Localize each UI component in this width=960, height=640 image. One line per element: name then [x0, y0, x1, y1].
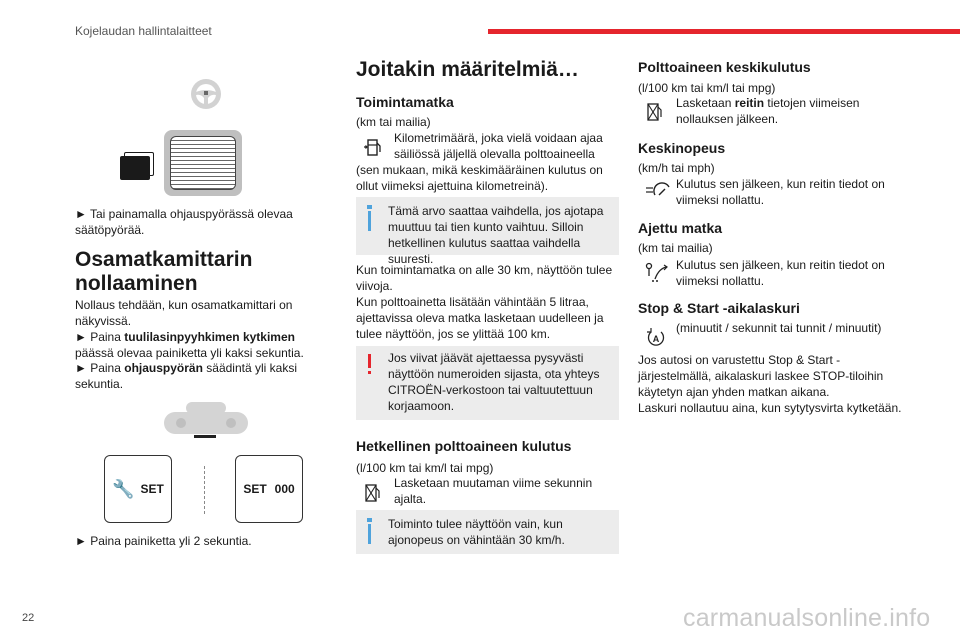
thumbwheel-illustration [118, 130, 244, 196]
stopstart-paragraph: Jos autosi on varustettu Stop & Start -järjestelmällä, aikalaskuri laskee STOP-tiloihin käytetyn ajan yhden matkan aikana. Laskuri nollautuu aina, kun sytytysvirta kytketään. [638, 353, 902, 415]
set-000-label: SET [243, 482, 267, 496]
info-icon [367, 205, 372, 209]
set-000-button [235, 455, 303, 523]
steering-control-panel-icon [164, 402, 248, 440]
speed-gauge-icon [645, 181, 671, 199]
reset-step-button: ► Paina painiketta yli 2 sekuntia. [75, 534, 252, 548]
fuel-range-icon [363, 137, 383, 157]
warning-icon [368, 354, 371, 368]
instant-consumption-title: Hetkellinen polttoaineen kulutus [356, 438, 572, 454]
display-screen-icon [120, 156, 150, 180]
avg-consumption-unit: (l/100 km tai km/l tai mpg) [638, 81, 776, 95]
section-heading-reset: Osamatkamittarin nollaaminen [75, 248, 253, 295]
distance-unit: (km tai mailia) [638, 241, 713, 255]
reset-step-wheel: ► Paina ohjauspyörän säädintä yli kaksi sekuntia. [75, 361, 297, 391]
reset-step-wiper: ► Paina tuulilasinpyyhkimen kytkimen päässä olevaa painiketta yli kaksi sekuntia. [75, 330, 304, 360]
running-header: Kojelaudan hallintalaitteet [75, 24, 212, 38]
avg-fuel-icon [646, 102, 664, 122]
set-000-value: 000 [274, 482, 295, 496]
distance-desc: Kulutus sen jälkeen, kun reitin tiedot on viimeksi nollattu. [676, 258, 885, 288]
range-desc-a: Kilometrimäärä, joka vielä voidaan ajaa säiliössä jäljellä olevalla polttoaineella [394, 131, 603, 161]
info-note-range: Tämä arvo saattaa vaihdella, jos ajotapa muuttuu tai tien kunto vaihtuu. Silloin hetkellinen kulutus saattaa vaihdella suuresti. [356, 197, 619, 255]
reset-intro: Nollaus tehdään, kun osamatkamittari on näkyvissä. [75, 298, 293, 328]
warning-note-range: Jos viivat jäävät ajettaessa pysyvästi näyttöön numeroiden sijasta, ota yhteys CITROËN-verkostoon tai valtuutettuun korjaamoon. [356, 346, 619, 420]
stopstart-title: Stop & Start -aikalaskuri [638, 300, 800, 316]
avg-consumption-desc: Lasketaan reitin tietojen viimeisen nollauksen jälkeen. [676, 96, 860, 126]
wheel-instruction: ► Tai painamalla ohjauspyörässä olevaa säätöpyörää. [75, 207, 293, 237]
range-desc-b: (sen mukaan, mikä keskimääräinen kulutus on ollut viimeksi ajettuina kilometreinä). [356, 163, 603, 193]
avg-speed-unit: (km/h tai mph) [638, 161, 715, 175]
avg-consumption-title: Polttoaineen keskikulutus [638, 59, 811, 75]
stop-start-icon [646, 326, 666, 348]
set-label: SET [140, 482, 164, 496]
range-title: Toimintamatka [356, 94, 454, 110]
info-icon [367, 518, 372, 522]
range-unit: (km tai mailia) [356, 115, 431, 129]
stopstart-unit: (minuutit / sekunnit tai tunnit / minuutit) [676, 321, 882, 335]
watermark: carmanualsonline.info [683, 604, 931, 632]
avg-speed-title: Keskinopeus [638, 140, 726, 156]
button-divider [204, 466, 205, 514]
thumbwheel-icon [164, 130, 242, 196]
set-button [104, 455, 172, 523]
instant-consumption-unit: (l/100 km tai km/l tai mpg) [356, 461, 494, 475]
range-paragraph: Kun toimintamatka on alle 30 km, näyttöön tulee viivoja. Kun polttoainetta lisätään vähintään 5 litraa, ajettavissa oleva matka lasketaan uudelleen ja tulee näyttöön, jos se ylittää 100 km. [356, 263, 613, 341]
fuel-pump-icon [364, 483, 382, 503]
section-heading-definitions: Joitakin määritelmiä… [356, 58, 579, 81]
info-note-instant: Toiminto tulee näyttöön vain, kun ajonopeus on vähintään 30 km/h. [356, 510, 619, 554]
header-accent-bar [488, 29, 960, 34]
steering-wheel-icon [189, 77, 223, 111]
distance-title: Ajettu matka [638, 220, 723, 236]
route-icon [645, 262, 671, 284]
page-number: 22 [22, 612, 35, 624]
svg-text:A: A [652, 334, 660, 344]
avg-speed-desc: Kulutus sen jälkeen, kun reitin tiedot on viimeksi nollattu. [676, 177, 885, 207]
instant-consumption-desc: Lasketaan muutaman viime sekunnin ajalta. [394, 476, 593, 506]
wrench-icon: 🔧 [112, 478, 135, 499]
